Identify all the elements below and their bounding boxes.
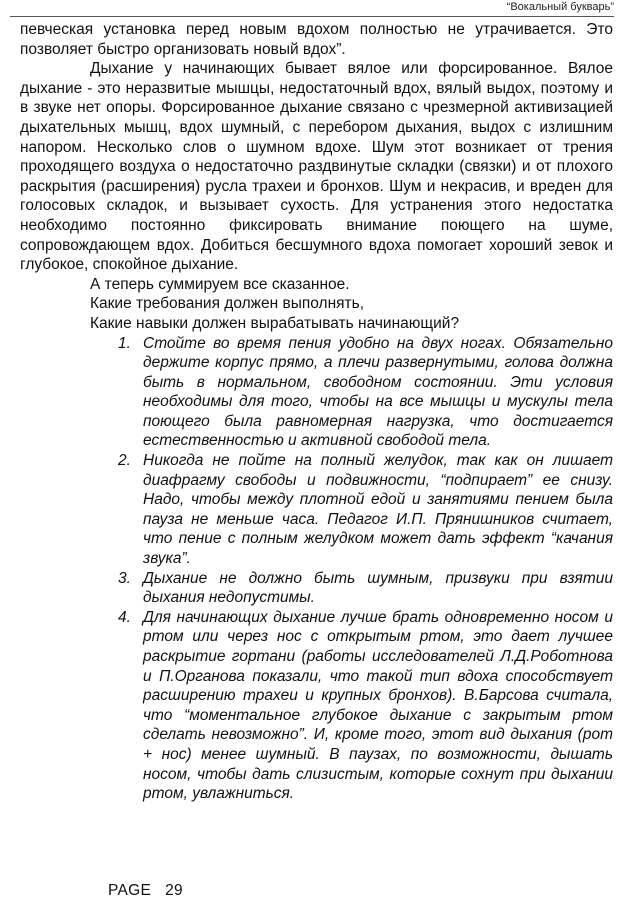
page-label: PAGE [108, 882, 152, 899]
page-footer [108, 882, 183, 900]
paragraph-breathing: Дыхание у начинающих бывает вялое или форсированное. Вялое дыхание - это неразвитые мышцы, недостаточный вдох, вялый выдох, поэтому и в звуке нет опоры. Форсированное дыхание связано с чрезмерной активизацией дыхательных мышц, вдох шумный, с перебором дыхания, выдох с излишним напором. Несколько слов о шумном вдохе. Шум этот возникает от трения проходящего воздуха о недостаточно раздвинутые складки (связки) и от плохого раскрытия (расширения) русла трахеи и бронхов. Шум и некрасив, и вреден для голосовых складок, и вызывает сухость. Для устранения этого недостатка необходимо постоянно фиксировать внимание поющего на шуме, сопровождающем вдох. Добиться бесшумного вдоха помогает хороший зевок и глубокое, спокойное дыхание. [20, 60, 613, 274]
page-number: 29 [165, 882, 183, 899]
rule-text: Для начинающих дыхание лучше брать одновременно носом и ртом или через нос с открытым ртом, это дает лучшее раскрытие гортани (работы исследователей Л.Д.Роботнова и П.Органова показали, что такой тип вдоха способствует расширению трахеи и крупных бронхов). В.Барсова считала, что “моментальное глубокое дыхание с закрытым ртом сделать невозможно”. И, кроме того, этот вид дыхания (рот + нос) менее шумный. В паузах, по возможности, дышать носом, чтобы дать слизистым, которые сохнут при дыхании ртом, увлажниться. [143, 608, 613, 803]
rule-number: 4. [118, 608, 131, 626]
paragraph-continuation: певческая установка перед новым вдохом полностью не утрачивается. Это позволяет быстро организовать новый вдох”. [20, 21, 613, 58]
rule-text: Никогда не пойте на полный желудок, так как он лишает диафрагму свободы и подвижности, “подпирает” ее снизу. Надо, чтобы между плотной едой и занятиями пением была пауза не меньше часа. Педагог И.П. Прянишников считает, что пение с полным желудком может дать эффект “качания звука”. [143, 452, 613, 568]
page-body [20, 20, 613, 804]
running-title: “Вокальный букварь” [506, 1, 614, 13]
rules-list [20, 334, 613, 804]
rule-item [20, 334, 613, 452]
rule-text: Стойте во время пения удобно на двух ногах. Обязательно держите корпус прямо, а плечи развернутыми, голова должна быть в нормальном, свободном состоянии. Эти условия необходимы для того, чтобы на все мышцы и мускулы тела поющего была равномерная нагрузка, что достигается естественностью и активной свободой тела. [143, 334, 613, 450]
rule-number: 1. [118, 334, 131, 352]
summary-line-1: А теперь суммируем все сказанное. [90, 275, 350, 293]
rule-number: 2. [118, 452, 131, 470]
rule-item [20, 608, 613, 804]
running-header [10, 0, 614, 17]
summary-line-3: Какие навыки должен вырабатывать начинающий? [90, 314, 460, 332]
summary-line-2: Какие требования должен выполнять, [90, 295, 365, 313]
rule-item [20, 569, 613, 608]
rule-item [20, 451, 613, 569]
rule-text: Дыхание не должно быть шумным, призвуки при взятии дыхания недопустимы. [143, 569, 613, 607]
rule-number: 3. [118, 569, 131, 587]
